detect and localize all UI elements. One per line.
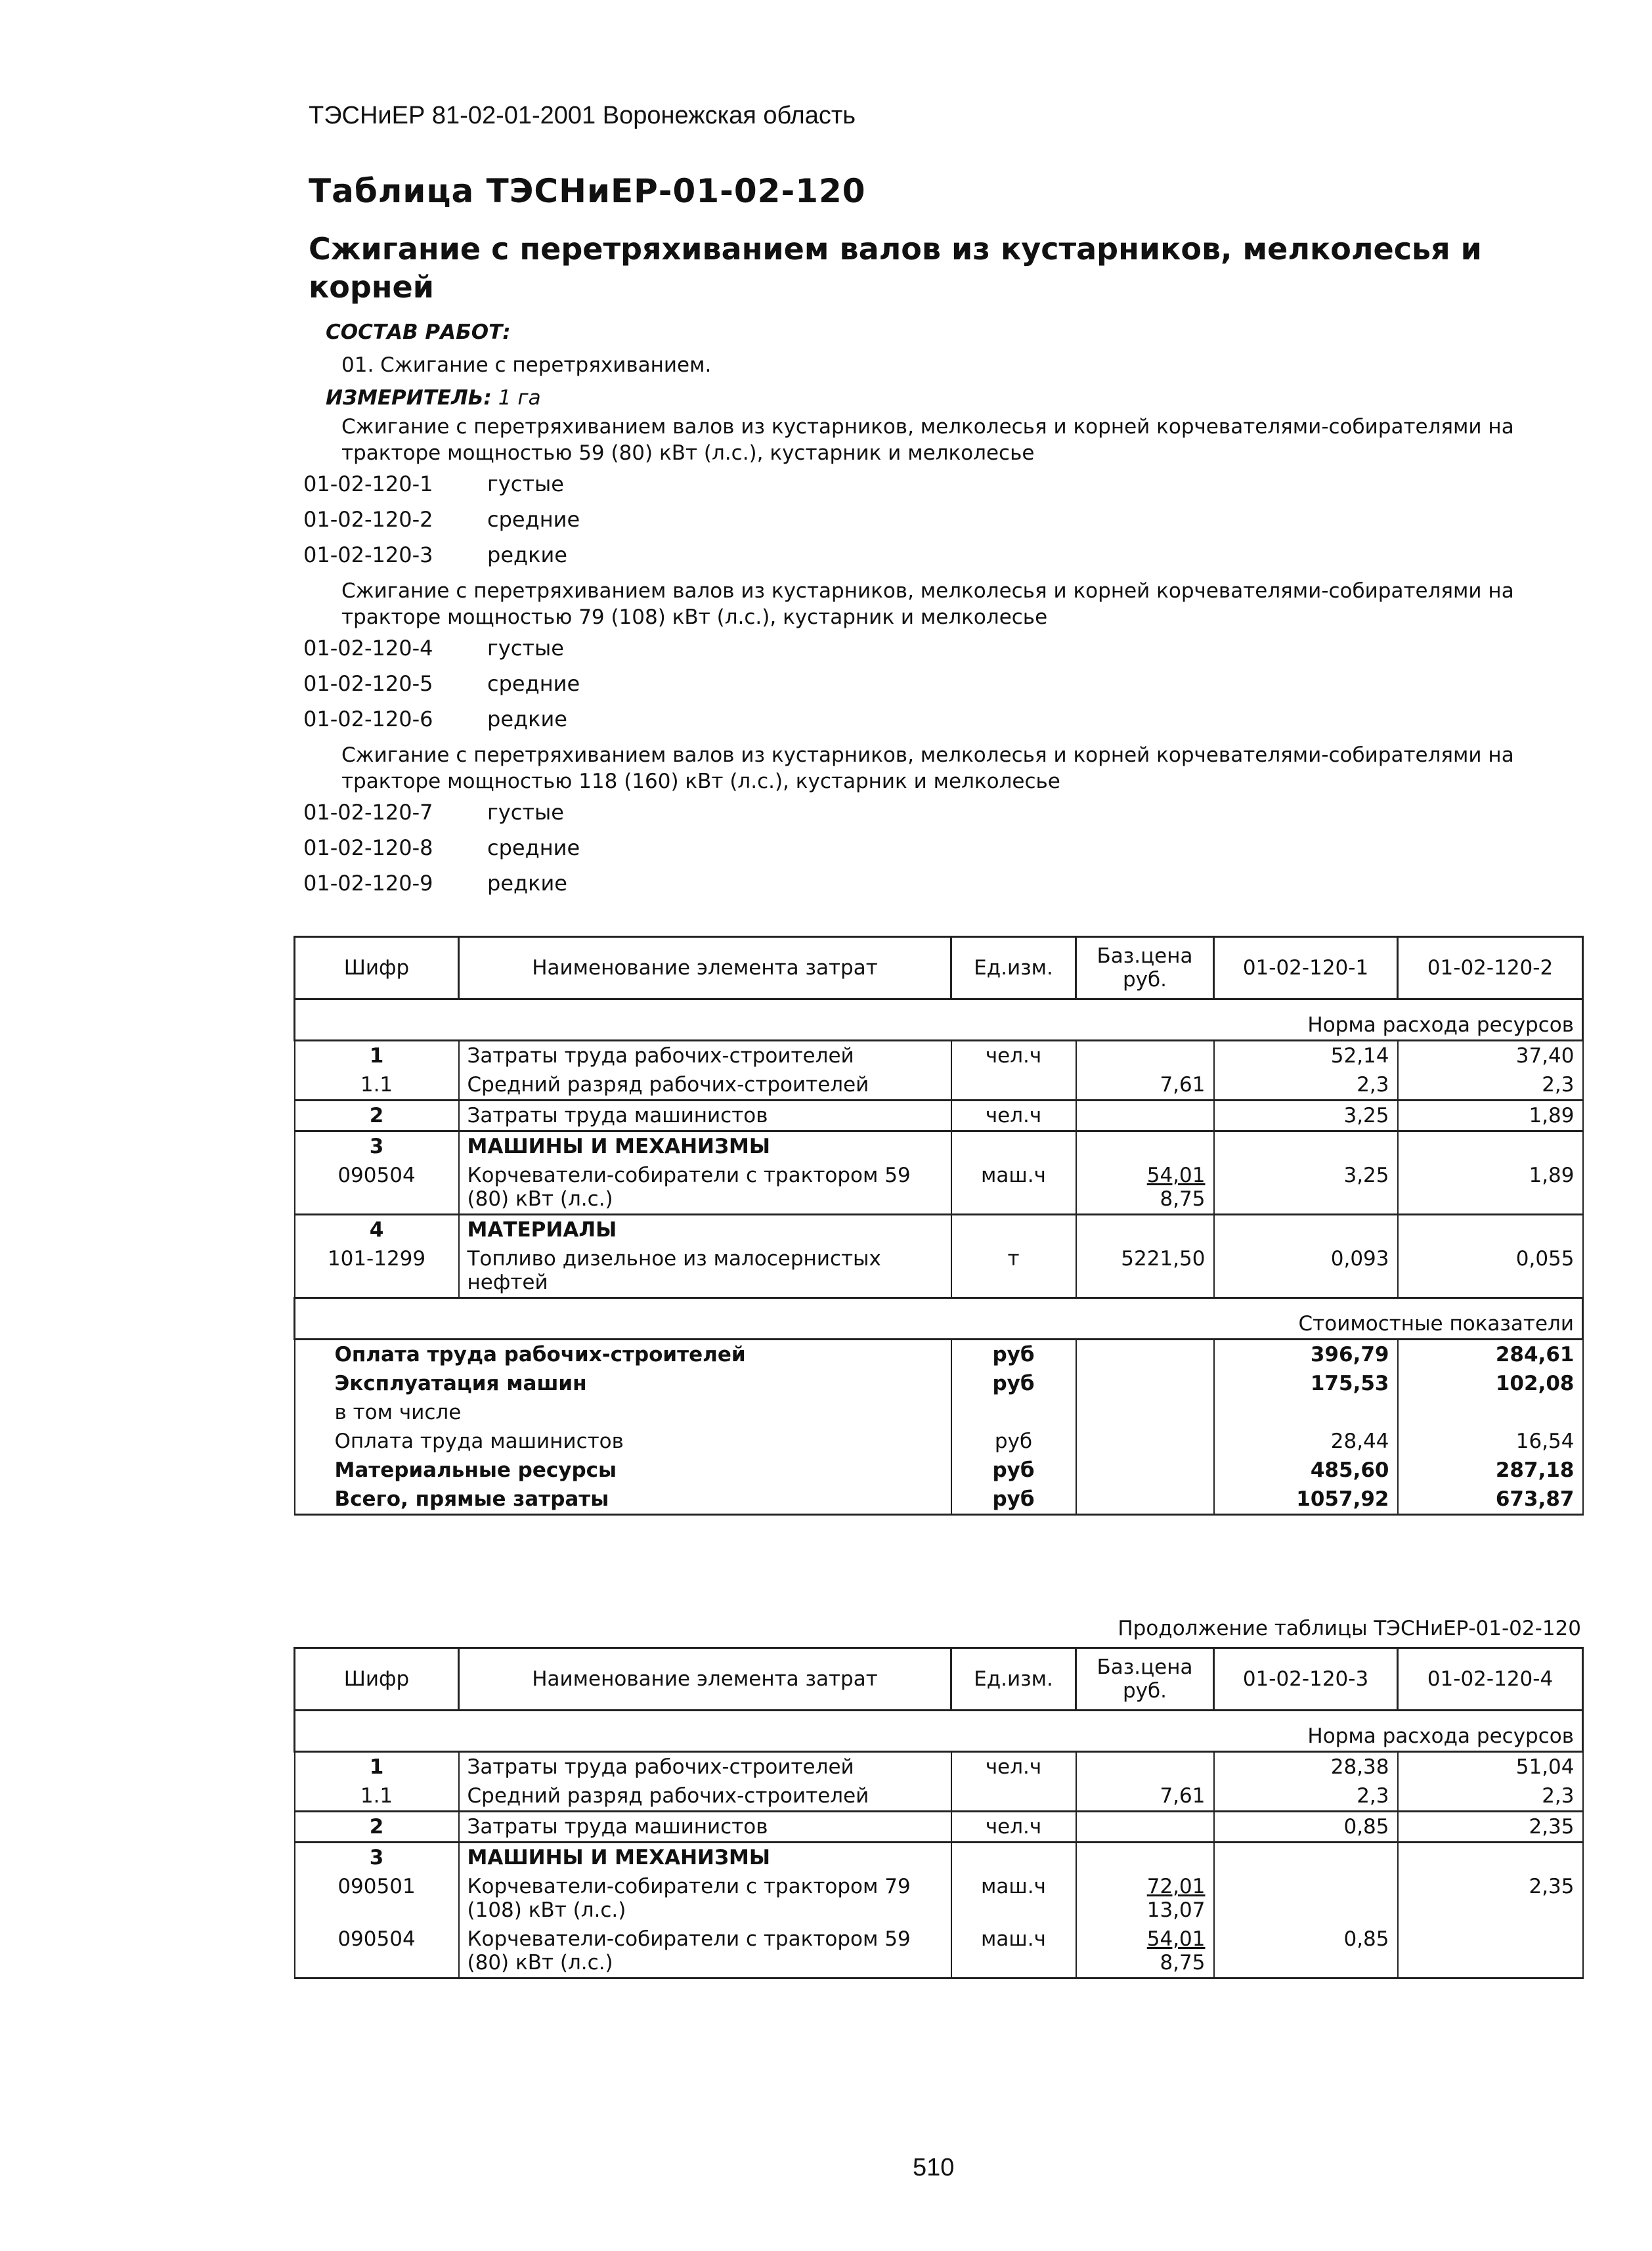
cost-value: 1057,92 [1214,1485,1398,1515]
row-value [1398,1925,1583,1978]
row-value: 51,04 [1398,1752,1583,1782]
col-header-norm: 01-02-120-4 [1398,1648,1583,1711]
code-item [303,471,564,496]
code-item [303,542,567,567]
group-description: Сжигание с перетряхиванием валов из кустарников, мелколесья и корней корчевателями-собирателями на тракторе мощностью 59 (80) кВт (л.с.), кустарник и мелколесье [341,415,1514,465]
row-name: Затраты труда рабочих-строителей [459,1752,951,1782]
row-code: 1 [295,1752,459,1782]
row-code: 3 [295,1131,459,1162]
table-row [295,1872,1583,1925]
col-header-norm: 01-02-120-3 [1214,1648,1398,1711]
cost-value: 485,60 [1214,1456,1398,1485]
row-code: 090504 [295,1161,459,1215]
cost-value: 16,54 [1398,1427,1583,1456]
row-value: 2,3 [1214,1070,1398,1101]
row-code: 101-1299 [295,1244,459,1298]
cost-value: 287,18 [1398,1456,1583,1485]
cost-unit: руб [951,1456,1076,1485]
section-heading: МАТЕРИАЛЫ [459,1215,951,1245]
row-value: 28,38 [1214,1752,1398,1782]
price-labor: 13,07 [1146,1898,1206,1922]
price-base: 72,01 [1146,1875,1206,1898]
code-item [303,636,564,661]
row-unit: т [951,1244,1076,1298]
norm-table [293,936,1584,1516]
cost-band-label: Стоимостные показатели [295,1298,1583,1340]
code-item [303,707,567,732]
norm-name: средние [487,507,580,532]
row-value: 1,89 [1398,1161,1583,1215]
norm-code: 01-02-120-5 [303,671,433,696]
row-price: 5221,50 [1076,1244,1214,1298]
work-composition-item: 01. Сжигание с перетряхиванием. [341,353,712,377]
cost-value: 28,44 [1214,1427,1398,1456]
row-value: 2,3 [1398,1070,1583,1101]
row-price [1076,1101,1214,1131]
row-value: 0,093 [1214,1244,1398,1298]
col-header-price: Баз.цена руб. [1076,937,1214,999]
norm-name: средние [487,835,580,860]
row-code: 2 [295,1812,459,1843]
row-name: Корчеватели-собиратели с трактором 59 (80) кВт (л.с.) [459,1925,951,1978]
table-row [295,1041,1583,1071]
row-code: 3 [295,1843,459,1873]
row-value: 2,3 [1214,1781,1398,1812]
table-subtitle: Сжигание с перетряхиванием валов из кустарников, мелколесья и корней [309,231,1482,305]
cost-name: в том числе [295,1398,951,1427]
row-value: 0,85 [1214,1925,1398,1978]
cost-value: 673,87 [1398,1485,1583,1515]
norm-code: 01-02-120-4 [303,636,433,661]
col-header-name: Наименование элемента затрат [459,1648,951,1711]
col-header-unit: Ед.изм. [951,937,1076,999]
row-unit: маш.ч [951,1872,1076,1925]
norm-code: 01-02-120-3 [303,542,433,567]
cost-row [295,1340,1583,1370]
table-row [295,1244,1583,1298]
norm-name: густые [487,636,564,661]
row-name: Корчеватели-собиратели с трактором 59 (80) кВт (л.с.) [459,1161,951,1215]
cost-name: Оплата труда машинистов [295,1427,951,1456]
norm-name: густые [487,471,564,496]
cost-value: 284,61 [1398,1340,1583,1370]
row-unit [951,1781,1076,1812]
code-item [303,871,567,896]
table-row [295,1161,1583,1215]
row-code: 090501 [295,1872,459,1925]
section-heading: МАШИНЫ И МЕХАНИЗМЫ [459,1131,951,1162]
row-price [1076,1161,1214,1215]
measure-unit-value: 1 га [498,386,541,410]
row-name: Средний разряд рабочих-строителей [459,1781,951,1812]
cost-row [295,1485,1583,1515]
row-value [1214,1872,1398,1925]
table-row [295,1070,1583,1101]
norm-name: редкие [487,707,567,732]
code-item [303,671,580,696]
norm-band-label: Норма расхода ресурсов [295,999,1583,1041]
cost-row [295,1398,1583,1427]
row-value: 52,14 [1214,1041,1398,1071]
cost-value: 175,53 [1214,1369,1398,1398]
row-price: 7,61 [1076,1781,1214,1812]
norm-code: 01-02-120-9 [303,871,433,896]
table-row [295,1131,1583,1162]
row-value: 37,40 [1398,1041,1583,1071]
norm-name: редкие [487,871,567,896]
page-number: 510 [913,2154,955,2181]
section-heading: МАШИНЫ И МЕХАНИЗМЫ [459,1843,951,1873]
row-name: Затраты труда рабочих-строителей [459,1041,951,1071]
row-code: 1 [295,1041,459,1071]
row-unit: чел.ч [951,1101,1076,1131]
row-value: 0,055 [1398,1244,1583,1298]
row-unit [951,1070,1076,1101]
code-item [303,835,580,860]
col-header-name: Наименование элемента затрат [459,937,951,999]
row-unit: чел.ч [951,1752,1076,1782]
row-value: 2,35 [1398,1812,1583,1843]
cost-unit: руб [951,1427,1076,1456]
cost-row [295,1369,1583,1398]
measure-unit-label: ИЗМЕРИТЕЛЬ: [326,386,492,410]
price-labor: 8,75 [1160,1951,1206,1975]
row-code: 2 [295,1101,459,1131]
col-header-unit: Ед.изм. [951,1648,1076,1711]
row-name: Затраты труда машинистов [459,1101,951,1131]
col-header-code: Шифр [295,937,459,999]
row-name: Топливо дизельное из малосернистых нефтей [459,1244,951,1298]
price-base: 54,01 [1146,1164,1206,1187]
row-value: 1,89 [1398,1101,1583,1131]
norm-band-label: Норма расхода ресурсов [295,1711,1583,1752]
row-name: Средний разряд рабочих-строителей [459,1070,951,1101]
norm-table-continued [293,1647,1584,1979]
cost-unit: руб [951,1485,1076,1515]
continuation-caption: Продолжение таблицы ТЭСНиЕР-01-02-120 [1118,1617,1581,1640]
row-price [1076,1812,1214,1843]
norm-name: густые [487,800,564,825]
table-row [295,1812,1583,1843]
page-header: ТЭСНиЕР 81-02-01-2001 Воронежская область [309,102,856,129]
row-code: 090504 [295,1925,459,1978]
row-code: 4 [295,1215,459,1245]
table-header-row [295,1648,1583,1711]
price-base: 54,01 [1146,1927,1206,1951]
row-name: Затраты труда машинистов [459,1812,951,1843]
table-row [295,1101,1583,1131]
cost-row [295,1427,1583,1456]
cost-name: Эксплуатация машин [295,1369,951,1398]
table-row [295,1781,1583,1812]
table-row [295,1752,1583,1782]
row-price [1076,1752,1214,1782]
row-unit: чел.ч [951,1041,1076,1071]
col-header-price: Баз.цена руб. [1076,1648,1214,1711]
norm-code: 01-02-120-1 [303,471,433,496]
norm-code: 01-02-120-7 [303,800,433,825]
norm-code: 01-02-120-6 [303,707,433,732]
cost-unit: руб [951,1369,1076,1398]
group-description: Сжигание с перетряхиванием валов из кустарников, мелколесья и корней корчевателями-собирателями на тракторе мощностью 118 (160) кВт (л.с.), кустарник и мелколесье [341,743,1514,793]
cost-name: Оплата труда рабочих-строителей [295,1340,951,1370]
row-code: 1.1 [295,1070,459,1101]
row-unit: маш.ч [951,1925,1076,1978]
work-composition-label: СОСТАВ РАБОТ: [326,320,511,344]
row-price [1076,1872,1214,1925]
row-code: 1.1 [295,1781,459,1812]
table-header-row [295,937,1583,999]
code-item [303,507,580,532]
col-header-code: Шифр [295,1648,459,1711]
row-unit: маш.ч [951,1161,1076,1215]
code-item [303,800,564,825]
group-description: Сжигание с перетряхиванием валов из кустарников, мелколесья и корней корчевателями-собирателями на тракторе мощностью 79 (108) кВт (л.с.), кустарник и мелколесье [341,579,1514,629]
table-row [295,1843,1583,1873]
cost-name: Материальные ресурсы [295,1456,951,1485]
table-row [295,1925,1583,1978]
row-value: 0,85 [1214,1812,1398,1843]
cost-value: 102,08 [1398,1369,1583,1398]
row-unit: чел.ч [951,1812,1076,1843]
row-price [1076,1925,1214,1978]
cost-name: Всего, прямые затраты [295,1485,951,1515]
cost-value: 396,79 [1214,1340,1398,1370]
row-value: 3,25 [1214,1101,1398,1131]
row-value: 2,3 [1398,1781,1583,1812]
row-name: Корчеватели-собиратели с трактором 79 (108) кВт (л.с.) [459,1872,951,1925]
norm-name: средние [487,671,580,696]
table-title: Таблица ТЭСНиЕР-01-02-120 [309,172,866,210]
norm-name: редкие [487,542,567,567]
measure-unit-line [326,386,541,410]
row-value: 3,25 [1214,1161,1398,1215]
norm-code: 01-02-120-8 [303,835,433,860]
norm-code: 01-02-120-2 [303,507,433,532]
table-row [295,1215,1583,1245]
cost-row [295,1456,1583,1485]
cost-unit: руб [951,1340,1076,1370]
col-header-norm: 01-02-120-1 [1214,937,1398,999]
row-price: 7,61 [1076,1070,1214,1101]
price-labor: 8,75 [1160,1187,1206,1211]
row-price [1076,1041,1214,1071]
row-value: 2,35 [1398,1872,1583,1925]
col-header-norm: 01-02-120-2 [1398,937,1583,999]
